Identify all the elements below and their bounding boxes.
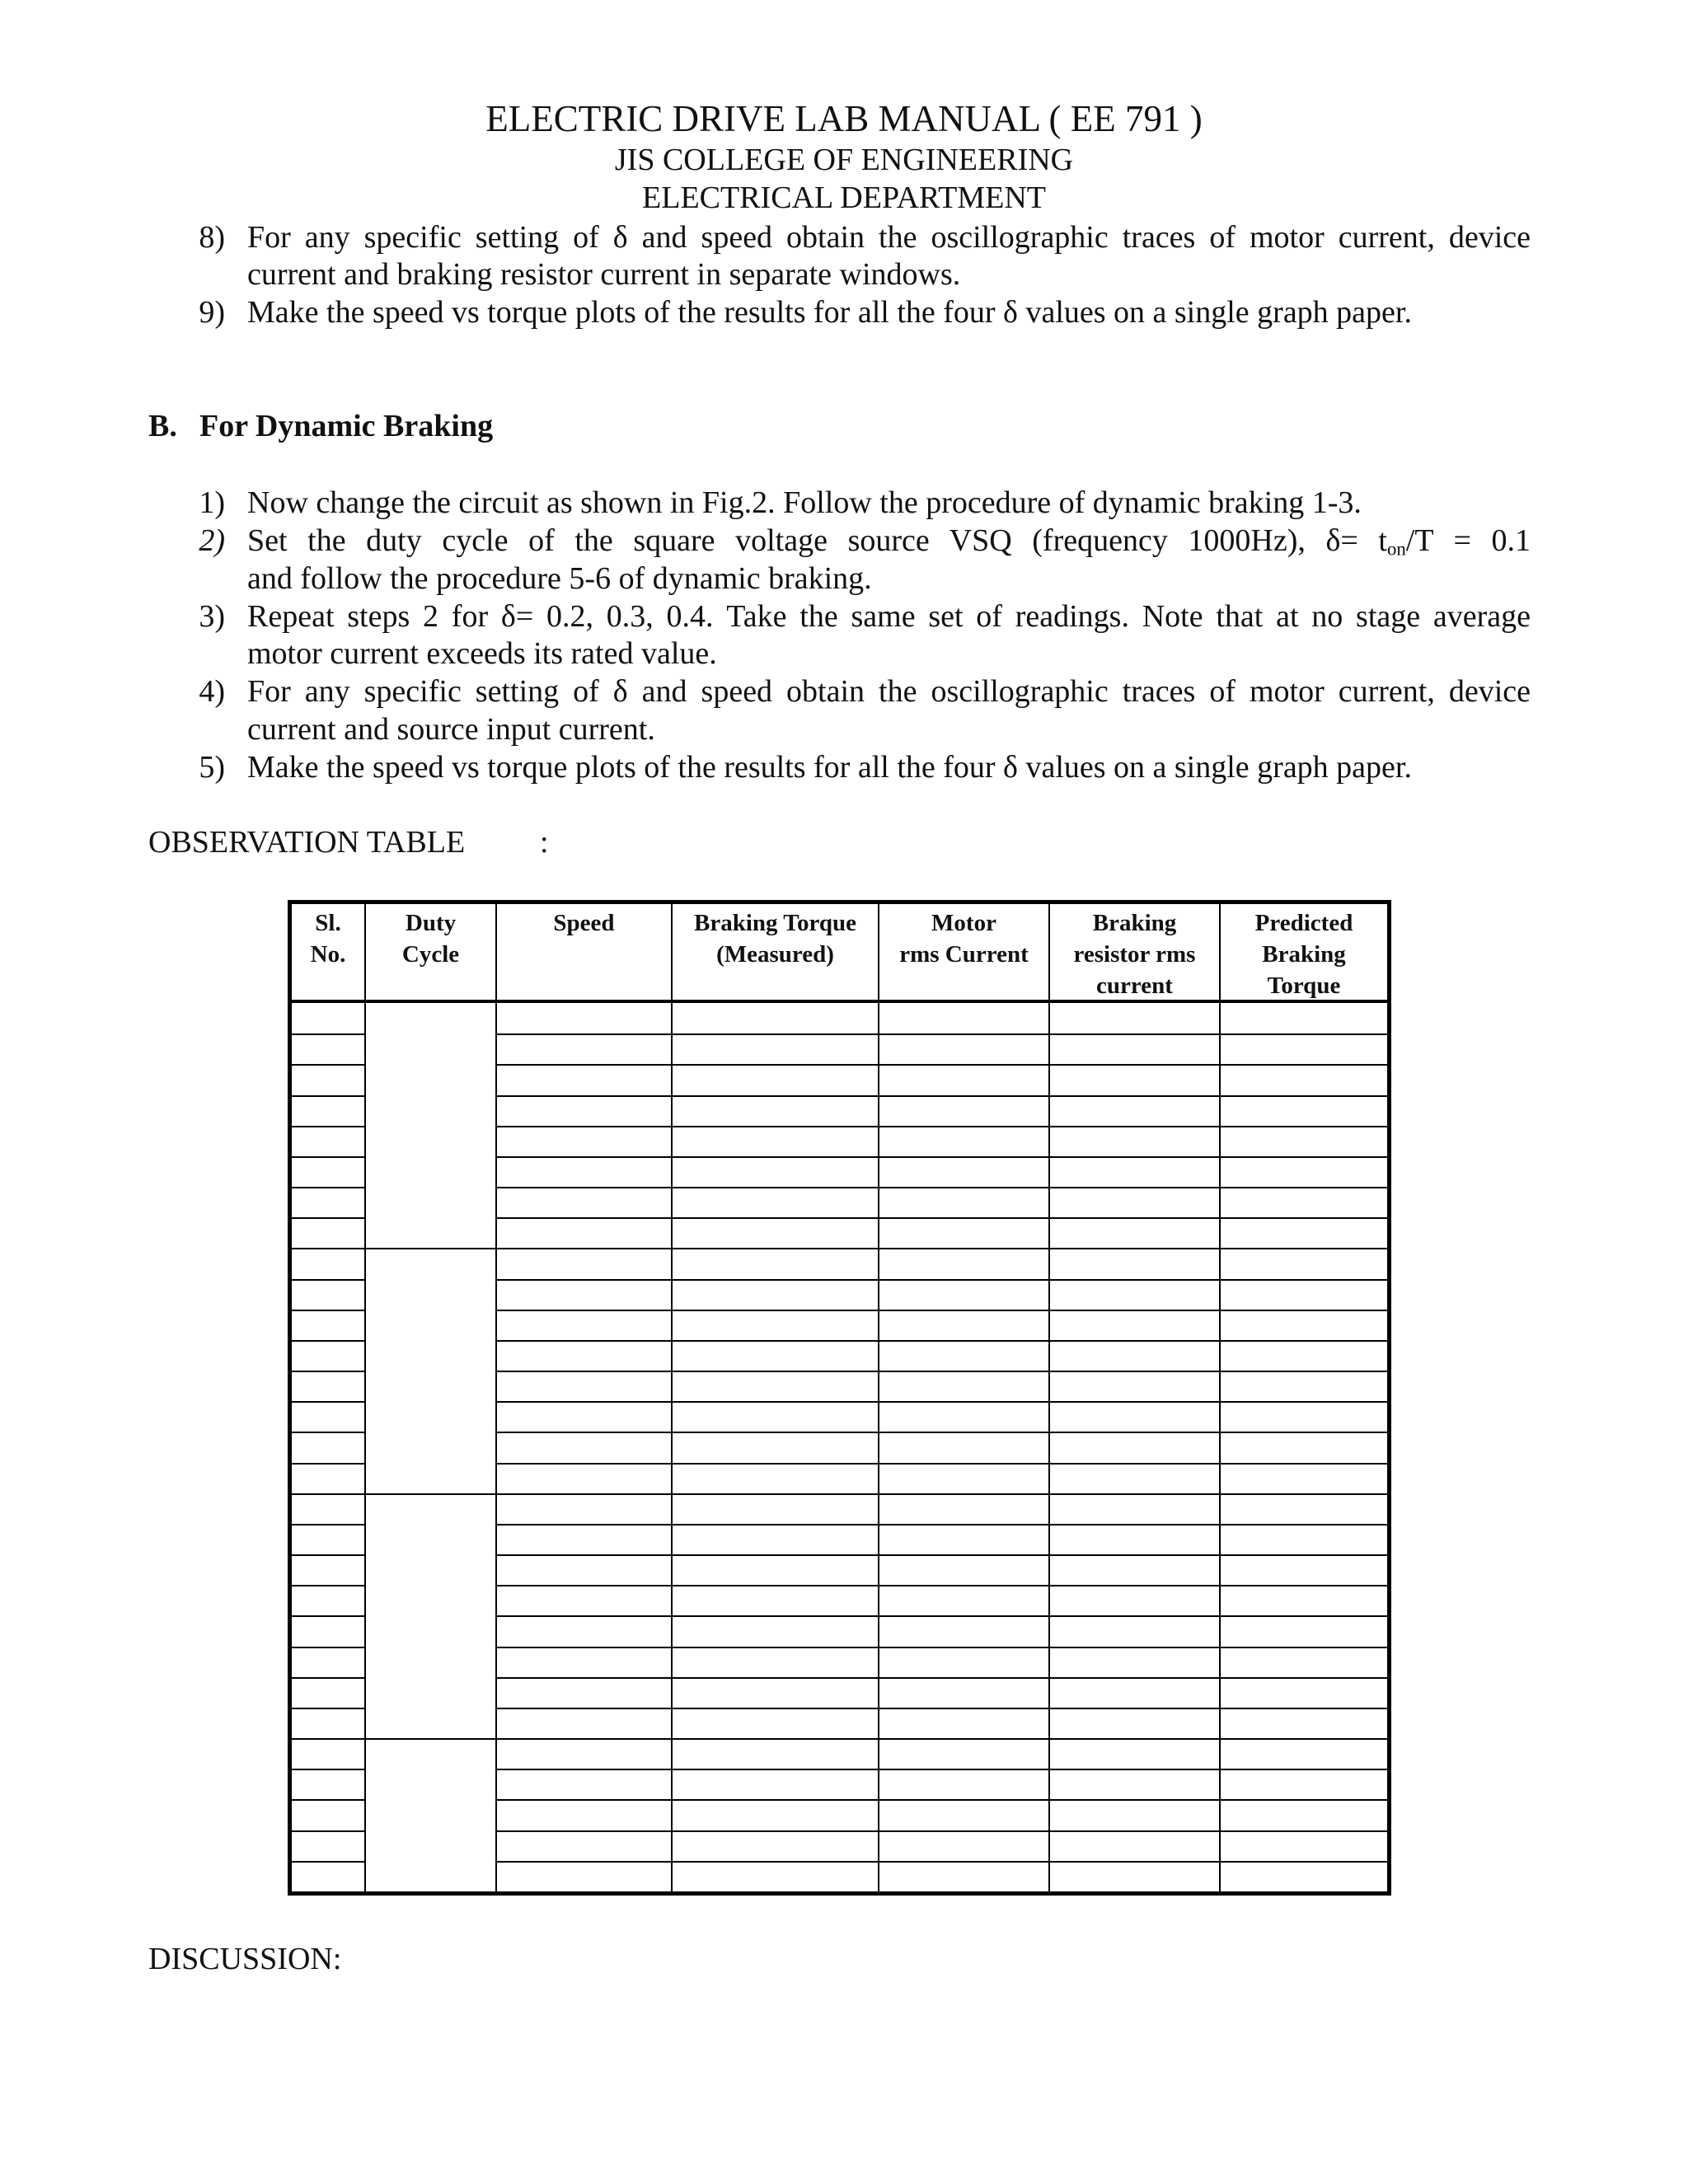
item-text-segment: Set the duty cycle of the square voltage source VSQ (frequency 1000Hz), δ= t [247, 523, 1387, 558]
duty-cycle-merged-cell [366, 1495, 495, 1738]
item-number: 4) [199, 674, 225, 709]
item-number: 8) [199, 220, 225, 255]
item-text-line: For any specific setting of δ and speed obtain the oscillographic traces of motor current, device [247, 674, 1531, 709]
observation-table-colon: : [540, 825, 549, 860]
item-number: 2) [199, 523, 225, 558]
column-header-duty-cycle: Duty Cycle [401, 910, 460, 968]
item-text-line: and follow the procedure 5-6 of dynamic braking. [247, 561, 872, 596]
column-divider [671, 904, 673, 1891]
column-divider [878, 904, 879, 1891]
subscript-on: on [1386, 538, 1406, 560]
item-number: 3) [199, 599, 225, 634]
section-letter: B. [148, 409, 177, 443]
item-text-line: Make the speed vs torque plots of the results for all the four δ values on a single graph paper. [247, 750, 1412, 785]
column-header-braking-resistor-rms-current: Braking resistor rms current [1073, 910, 1196, 999]
item-number: 9) [199, 295, 225, 330]
item-text-line: Make the speed vs torque plots of the results for all the four δ values on a single graph paper. [247, 295, 1412, 330]
item-text-line: For any specific setting of δ and speed obtain the oscillographic traces of motor current, device [247, 220, 1531, 255]
discussion-label-text: DISCUSSION [148, 1942, 333, 1976]
discussion-label [148, 1941, 341, 1977]
item-text-line: current and source input current. [247, 712, 655, 747]
item-text-line: Repeat steps 2 for δ= 0.2, 0.3, 0.4. Take the same set of readings. Note that at no stage average [247, 599, 1531, 634]
item-number: 1) [199, 485, 225, 520]
item-text-line: Now change the circuit as shown in Fig.2. Follow the procedure of dynamic braking 1-3. [247, 485, 1362, 520]
column-header-motor-rms-current: Motor rms Current [899, 910, 1029, 968]
college-name: JIS COLLEGE OF ENGINEERING [614, 143, 1074, 177]
section-title: For Dynamic Braking [199, 409, 494, 443]
duty-cycle-merged-cell [366, 1006, 495, 1248]
department-name: ELECTRICAL DEPARTMENT [642, 180, 1046, 215]
item-text-segment: /T = 0.1 [1405, 523, 1531, 558]
duty-cycle-merged-cell [366, 1740, 495, 1891]
document-title: ELECTRIC DRIVE LAB MANUAL ( EE 791 ) [485, 98, 1203, 139]
column-divider [495, 904, 497, 1891]
column-divider [1048, 904, 1050, 1891]
item-number: 5) [199, 750, 225, 785]
column-divider [1219, 904, 1221, 1891]
item-text-line: motor current exceeds its rated value. [247, 636, 717, 671]
column-header-speed: Speed [553, 910, 615, 936]
discussion-colon: : [332, 1942, 342, 1976]
observation-table [288, 900, 1391, 1896]
duty-cycle-merged-cell [366, 1249, 495, 1493]
item-text-line: current and braking resistor current in separate windows. [247, 257, 961, 292]
column-header-sl-no: Sl. No. [310, 910, 346, 968]
column-header-braking-torque-measured: Braking Torque (Measured) [694, 910, 856, 968]
section-heading [148, 408, 493, 444]
item-text-line [247, 523, 1531, 560]
observation-table-label: OBSERVATION TABLE [148, 825, 466, 860]
column-header-predicted-braking-torque: Predicted Braking Torque [1254, 910, 1353, 999]
